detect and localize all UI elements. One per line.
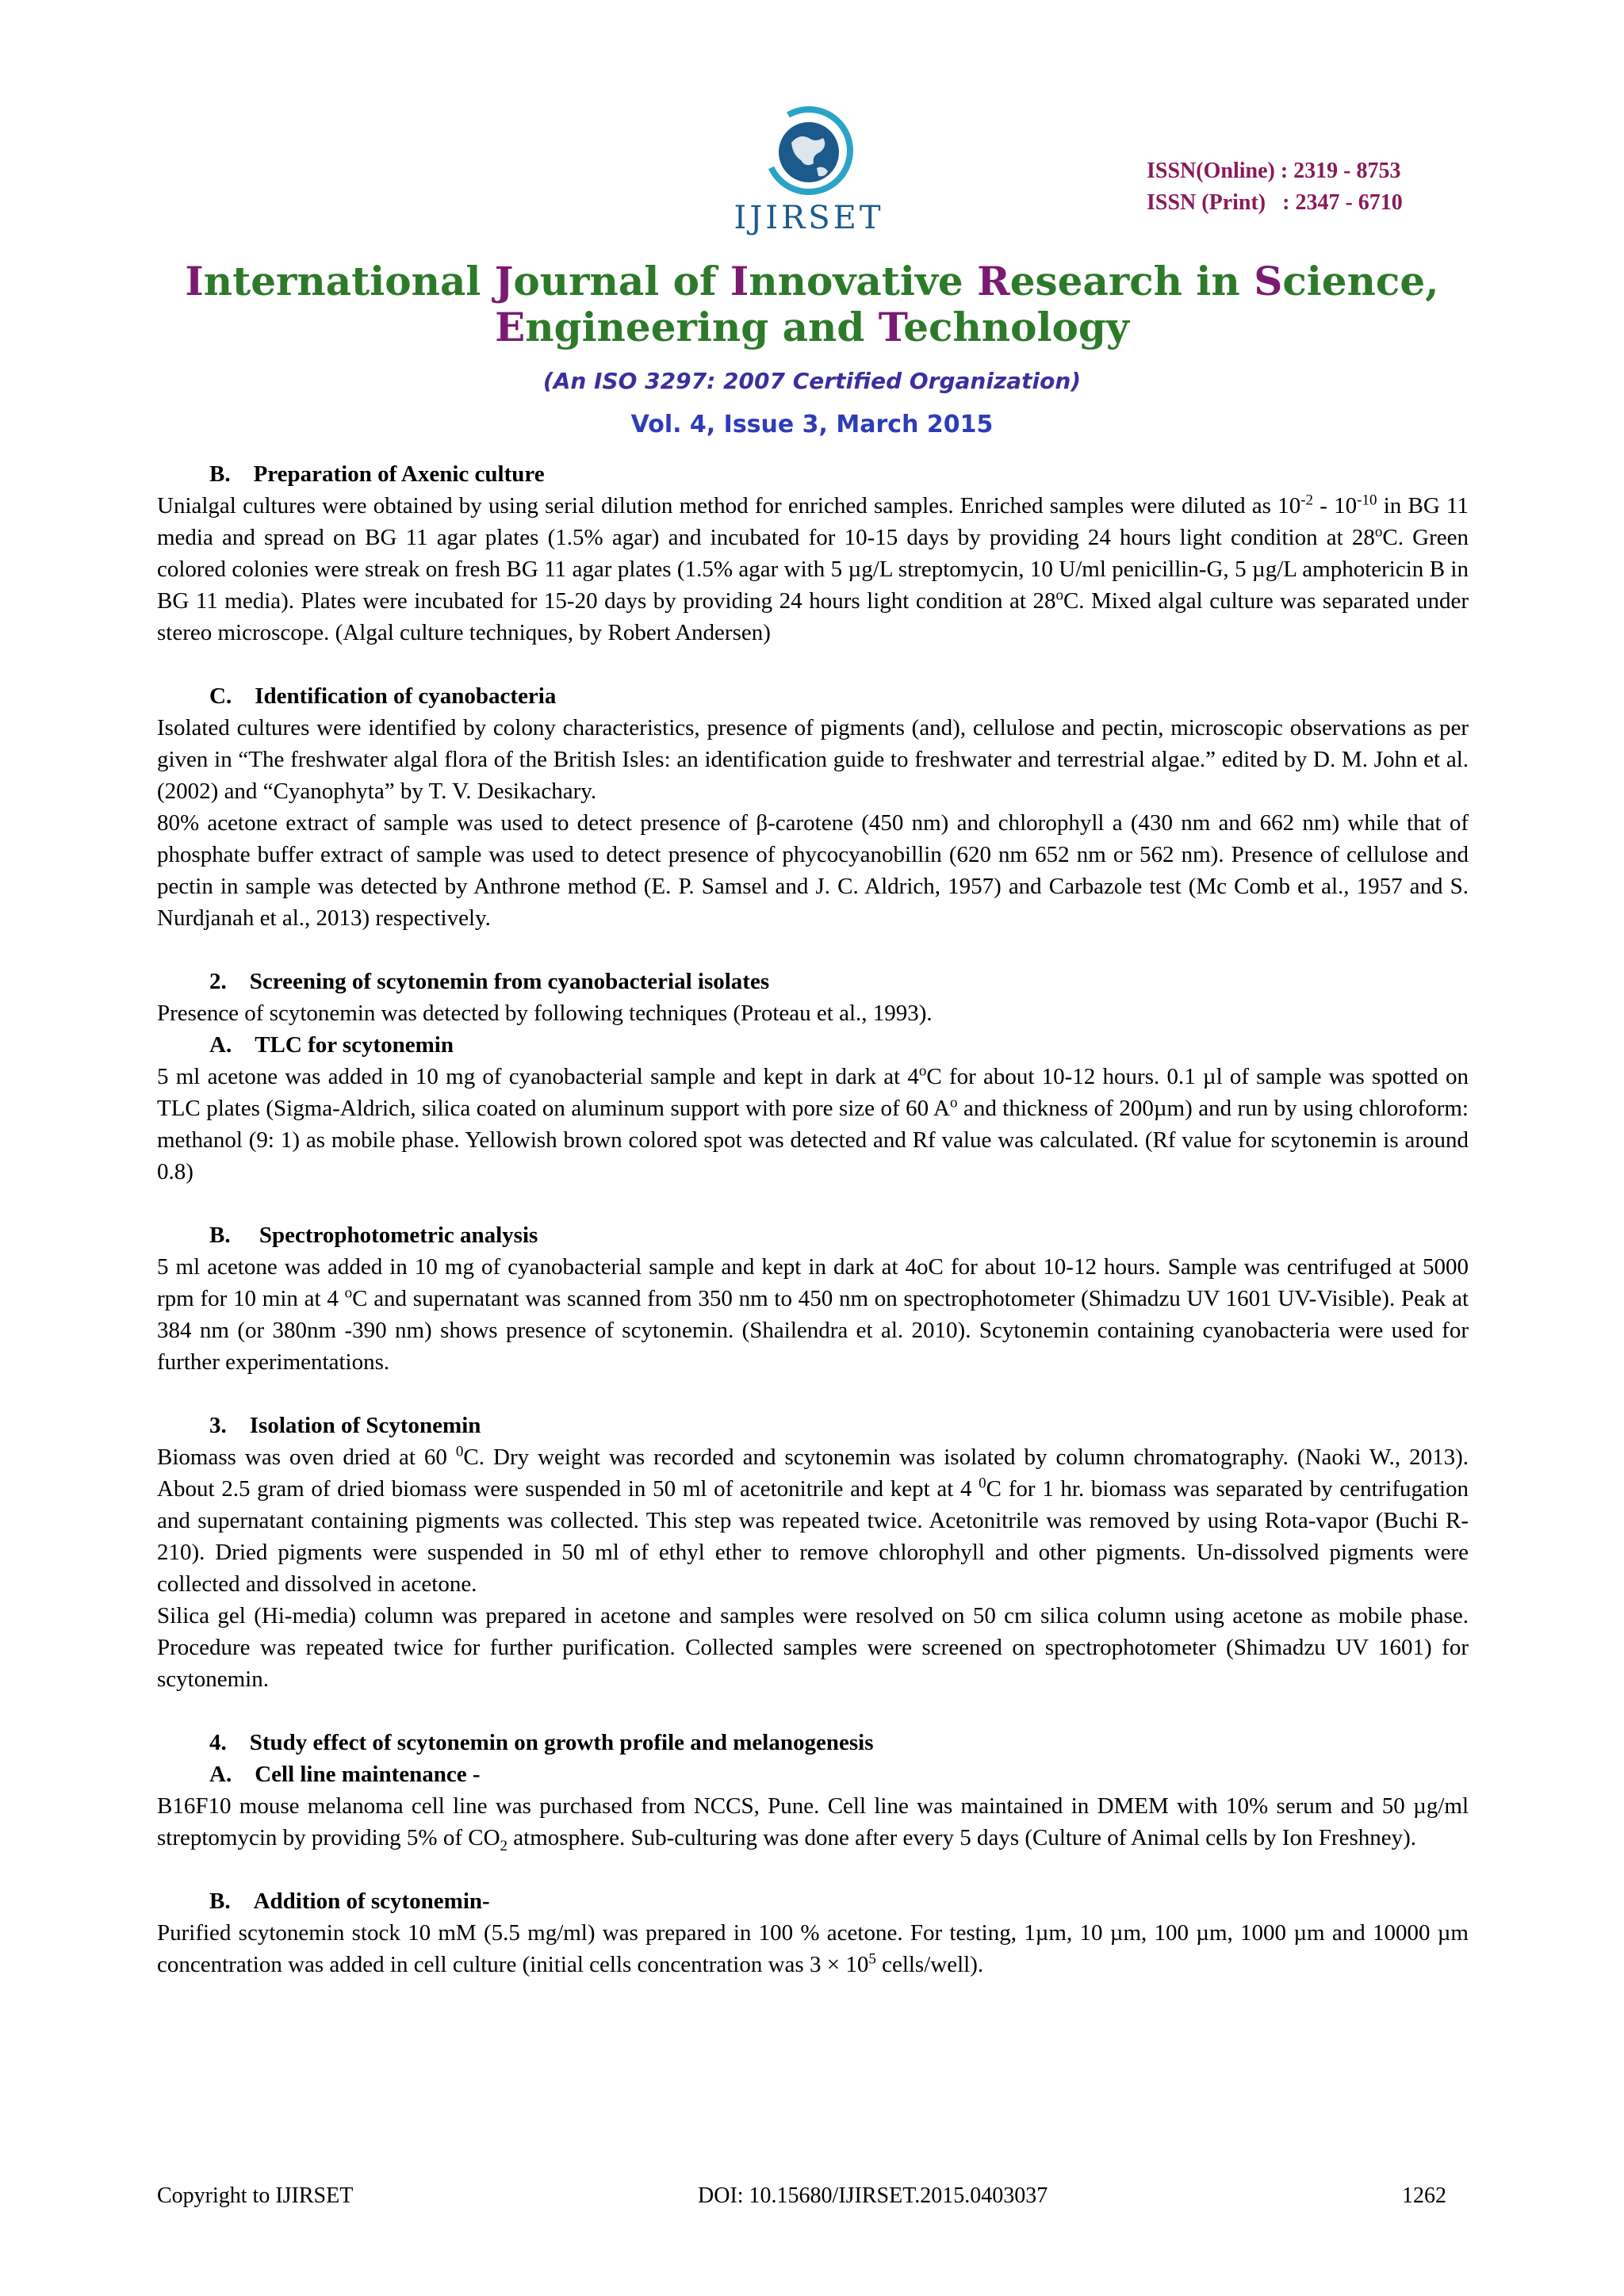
issn-block bbox=[1147, 155, 1403, 219]
text-run: and thickness of 200µm) and run by using chloroform: methanol (9: 1) as mobile phase. Yellowish brown colored spot was detected and Rf value was calculated. (Rf value for scytonemin is around 0.8) bbox=[157, 1096, 1469, 1184]
text-run: B16F10 mouse melanoma cell line was purchased from NCCS, Pune. Cell line was maintained in DMEM with 10% serum and 50 µg/ml streptomycin by providing 5% of CO bbox=[157, 1793, 1469, 1850]
title-initial: S bbox=[1254, 258, 1283, 304]
issn-online: ISSN(Online) : 2319 - 8753 bbox=[1147, 159, 1401, 183]
title-word: nnovative bbox=[749, 258, 978, 304]
footer-copyright: Copyright to IJIRSET bbox=[157, 2183, 354, 2208]
text-run: C. Mixed algal culture was separated under stereo microscope. (Algal culture techniques, by Robert Andersen) bbox=[157, 588, 1469, 645]
text-run: C for about 10-12 hours. 0.1 µl of sample was spotted on TLC plates (Sigma-Aldrich, silica coated on aluminum support with pore size of 60 A bbox=[157, 1064, 1469, 1121]
paragraph bbox=[157, 1441, 1469, 1600]
text-run: o bbox=[1055, 587, 1063, 604]
title-word: ngineering and bbox=[525, 304, 879, 350]
text-run: Biomass was oven dried at 60 bbox=[157, 1445, 456, 1470]
text-run: 80% acetone extract of sample was used to detect presence of β-carotene (450 nm) and chlorophyll a (430 nm and 662 nm) while that of phosphate buffer extract of sample was used to detect presence of phycocyanobillin (620 nm 652 nm or 562 nm). Presence of cellulose and pectin in sample was detected by Anthrone method (E. P. Samsel and J. C. Aldrich, 1957) and Carbazole test (Mc Comb et al., 1957 and S. Nurdjanah et al., 2013) respectively. bbox=[157, 810, 1469, 931]
spacer bbox=[157, 1188, 1469, 1219]
paragraph bbox=[157, 1917, 1469, 1980]
text-run: 5 bbox=[868, 1950, 876, 1968]
text-run: 5 ml acetone was added in 10 mg of cyanobacterial sample and kept in dark at 4oC for about 10-12 hours. Sample was centrifuged at 5000 rpm for 10 min at 4 bbox=[157, 1254, 1469, 1311]
paragraph bbox=[157, 1061, 1469, 1188]
section-heading: B. Preparation of Axenic culture bbox=[209, 461, 545, 487]
spacer bbox=[157, 1695, 1469, 1727]
paragraph bbox=[157, 1790, 1469, 1854]
text-run: o bbox=[1374, 523, 1383, 541]
issn-print: ISSN (Print) : 2347 - 6710 bbox=[1147, 190, 1403, 215]
text-run: C. Green colored colonies were streak on fresh BG 11 agar plates (1.5% agar with 5 µg/L streptomycin, 10 U/ml penicillin-G, 5 µg/L amphotericin B in BG 11 media). Plates were incubated for 15-20 days by providing 24 hours light condition at 28 bbox=[157, 525, 1469, 614]
section-heading: B. Addition of scytonemin- bbox=[209, 1888, 490, 1914]
text-run: atmosphere. Sub-culturing was done after every 5 days (Culture of Animal cells by Ion Freshney). bbox=[508, 1825, 1417, 1850]
title-word: ournal of bbox=[513, 258, 730, 304]
journal-title bbox=[0, 258, 1624, 350]
journal-logo bbox=[730, 95, 888, 246]
section-heading: A. Cell line maintenance - bbox=[209, 1762, 481, 1787]
title-initial: E bbox=[495, 304, 526, 350]
title-word: echnology bbox=[903, 304, 1129, 350]
text-run: -2 bbox=[1300, 492, 1314, 509]
spacer bbox=[157, 1854, 1469, 1885]
section-heading: 2. Screening of scytonemin from cyanobacterial isolates bbox=[209, 969, 770, 994]
text-run: Purified scytonemin stock 10 mM (5.5 mg/ml) was prepared in 100 % acetone. For testing, 1µm, 10 µm, 100 µm, 1000 µm and 10000 µm concentration was added in cell culture (initial cells concentration was 3 × 10 bbox=[157, 1920, 1469, 1977]
paragraph bbox=[157, 712, 1469, 807]
title-initial: T bbox=[878, 304, 904, 350]
title-initial: I bbox=[730, 258, 749, 304]
article-body bbox=[157, 458, 1469, 1980]
text-run: Silica gel (Hi-media) column was prepared in acetone and samples were resolved on 50 cm silica column using acetone as mobile phase. Procedure was repeated twice for further purification. Collected samples were screened on spectrophotometer (Shimadzu UV 1601) for scytonemin. bbox=[157, 1603, 1469, 1692]
text-run: Unialgal cultures were obtained by using serial dilution method for enriched samples. Enriched samples were diluted as 10 bbox=[157, 493, 1301, 519]
title-initial: I bbox=[185, 258, 204, 304]
section-heading: B. Spectrophotometric analysis bbox=[209, 1223, 538, 1248]
footer-page-number: 1262 bbox=[1402, 2183, 1446, 2208]
title-word: nternational bbox=[203, 258, 495, 304]
journal-title-line-1 bbox=[0, 258, 1624, 304]
volume-issue: Vol. 4, Issue 3, March 2015 bbox=[630, 411, 994, 438]
title-word: esearch in bbox=[1009, 258, 1254, 304]
text-run: 0 bbox=[979, 1475, 986, 1492]
spacer bbox=[157, 649, 1469, 680]
section-heading: 4. Study effect of scytonemin on growth profile and melanogenesis bbox=[209, 1730, 874, 1755]
footer-doi: DOI: 10.15680/IJIRSET.2015.0403037 bbox=[698, 2183, 1048, 2208]
text-run: Presence of scytonemin was detected by following techniques (Proteau et al., 1993). bbox=[157, 1001, 933, 1026]
text-run: Isolated cultures were identified by colony characteristics, presence of pigments (and), cellulose and pectin, microscopic observations as per given in “The freshwater algal flora of the British Isles: an identification guide to freshwater and terrestrial algae.” edited by D. M. John et al. (2002) and “Cyanophyta” by T. V. Desikachary. bbox=[157, 715, 1469, 804]
section-heading: 3. Isolation of Scytonemin bbox=[209, 1413, 481, 1438]
text-run: 2 bbox=[500, 1837, 508, 1854]
text-run: - 10 bbox=[1313, 493, 1358, 519]
text-run: 0 bbox=[455, 1443, 464, 1460]
text-run: o bbox=[949, 1094, 958, 1112]
spacer bbox=[157, 1378, 1469, 1410]
text-run: -10 bbox=[1357, 492, 1377, 509]
globe-icon bbox=[730, 95, 888, 206]
title-initial: J bbox=[494, 258, 514, 304]
text-run: C and supernatant was scanned from 350 nm to 450 nm on spectrophotometer (Shimadzu UV 1601 UV-Visible). Peak at 384 nm (or 380nm -390 nm) shows presence of scytonemin. (Shailendra et al. 2010). Scytonemin containing cyanobacteria were used for further experimentations. bbox=[157, 1286, 1469, 1375]
spacer bbox=[157, 934, 1469, 966]
paragraph bbox=[157, 807, 1469, 934]
text-run: in BG 11 media and spread on BG 11 agar plates (1.5% agar) and incubated for 10-15 days by providing 24 hours light condition at 28 bbox=[157, 493, 1469, 550]
section-heading: C. Identification of cyanobacteria bbox=[209, 683, 557, 709]
title-initial: R bbox=[977, 258, 1010, 304]
paragraph bbox=[157, 490, 1469, 649]
text-run: C for 1 hr. biomass was separated by centrifugation and supernatant containing pigments was collected. This step was repeated twice. Acetonitrile was removed by using Rota-vapor (Buchi R-210). Dried pigments were suspended in 50 ml of ethyl ether to remove chlorophyll and other pigments. Un-dissolved pigments were collected and dissolved in acetone. bbox=[157, 1476, 1469, 1597]
logo-text: IJIRSET bbox=[733, 200, 884, 236]
paragraph bbox=[157, 997, 1469, 1029]
iso-certification: (An ISO 3297: 2007 Certified Organization) bbox=[542, 368, 1082, 394]
text-run: o bbox=[918, 1062, 927, 1080]
text-run: C. Dry weight was recorded and scytonemin was isolated by column chromatography. (Naoki W., 2013). About 2.5 gram of dried biomass were suspended in 50 ml of acetonitrile and kept at 4 bbox=[157, 1445, 1469, 1502]
paragraph bbox=[157, 1600, 1469, 1695]
text-run: cells/well). bbox=[875, 1952, 984, 1977]
journal-title-line-2 bbox=[0, 304, 1624, 350]
title-word: cience, bbox=[1282, 258, 1439, 304]
section-heading: A. TLC for scytonemin bbox=[209, 1032, 454, 1058]
text-run: 5 ml acetone was added in 10 mg of cyanobacterial sample and kept in dark at 4 bbox=[157, 1064, 919, 1089]
paragraph bbox=[157, 1251, 1469, 1378]
text-run: o bbox=[344, 1284, 353, 1302]
